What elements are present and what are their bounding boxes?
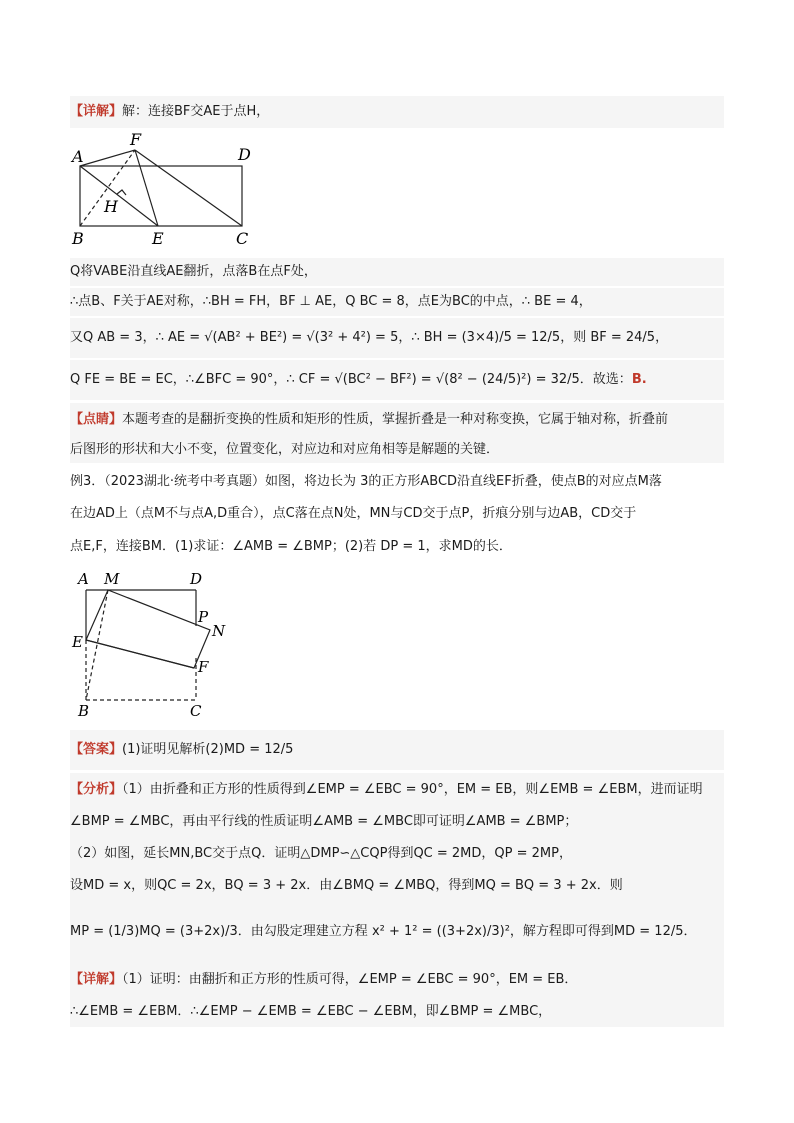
analysis-line-3: （2）如图，延长MN,BC交于点Q．证明△DMP∽△CQP得到QC = 2MD，QP = 2MP， bbox=[70, 846, 572, 861]
choice-answer: B. bbox=[631, 372, 647, 387]
comment-line-1 bbox=[70, 410, 724, 430]
example3-line-2: 在边AD上（点M不与点A,D重合），点C落在点N处，MN与CD交于点P，折痕分别与边AB，CD交于 bbox=[70, 506, 637, 521]
comment-line-2: 后图形的形状和大小不变，位置变化，对应边和对应角相等是解题的关键． bbox=[70, 442, 500, 457]
figure-rectangle-fold bbox=[70, 128, 260, 250]
label-C: C bbox=[236, 229, 249, 248]
answer-text: (1)证明见解析(2)MD = 12/5 bbox=[122, 742, 294, 757]
label-N: N bbox=[212, 622, 226, 640]
label-E: E bbox=[72, 633, 83, 651]
comment-text-1: 本题考查的是翻折变换的性质和矩形的性质，掌握折叠是一种对称变换，它属于轴对称，折叠前 bbox=[122, 412, 669, 427]
label-B: B bbox=[72, 229, 84, 248]
step-3: 又Q AB = 3，∴ AE = √(AB² + BE²) = √(3² + 4²) = 5，∴ BH = (3×4)/5 = 12/5，则 BF = 24/5， bbox=[70, 330, 669, 345]
analysis-tag: 【分析】 bbox=[70, 782, 123, 797]
detail2-line-1 bbox=[70, 970, 724, 990]
detail2-tag: 【详解】 bbox=[70, 972, 123, 987]
label-A: A bbox=[72, 147, 84, 166]
label-H: H bbox=[104, 197, 118, 216]
figure-square-fold bbox=[70, 568, 230, 720]
detail-tag: 【详解】 bbox=[70, 104, 123, 119]
analysis-line-1 bbox=[70, 780, 724, 800]
comment-tag: 【点睛】 bbox=[70, 412, 123, 427]
example3-line-1: 例3．（2023湖北·统考中考真题）如图，将边长为 3的正方形ABCD沿直线EF折叠，使点B的对应点M落 bbox=[70, 474, 662, 489]
label-F: F bbox=[198, 658, 209, 676]
example3-line-3: 点E,F，连接BM．(1)求证：∠AMB = ∠BMP；(2)若 DP = 1，求MD的长． bbox=[70, 539, 512, 554]
step-2: ∴点B、F关于AE对称，∴BH = FH，BF ⊥ AE，Q BC = 8，点E为BC的中点，∴ BE = 4， bbox=[70, 294, 592, 309]
label-M: M bbox=[104, 570, 120, 588]
step-1: Q将VABE沿直线AE翻折，点落B在点F处， bbox=[70, 264, 317, 279]
step-4-text: Q FE = BE = EC，∴∠BFC = 90°，∴ CF = √(BC² − BF²) = √(8² − (24/5)²) = 32/5．故选： bbox=[70, 372, 632, 387]
label-A: A bbox=[78, 570, 89, 588]
analysis-text-1: （1）由折叠和正方形的性质得到∠EMP = ∠EBC = 90°，EM = EB，则∠EMB = ∠EBM，进而证明 bbox=[122, 782, 703, 797]
label-F: F bbox=[130, 130, 142, 149]
label-P: P bbox=[198, 608, 209, 626]
answer-line bbox=[70, 740, 724, 760]
step-4 bbox=[70, 370, 724, 390]
detail2-text-1: （1）证明：由翻折和正方形的性质可得，∠EMP = ∠EBC = 90°，EM = EB． bbox=[122, 972, 578, 987]
label-B: B bbox=[78, 702, 90, 720]
analysis-line-4: 设MD = x，则QC = 2x，BQ = 3 + 2x．由∠BMQ = ∠MBQ，得到MQ = BQ = 3 + 2x．则 bbox=[70, 878, 623, 893]
label-D: D bbox=[190, 570, 203, 588]
detail2-line-2: ∴∠EMB = ∠EBM．∴∠EMP − ∠EMB = ∠EBC − ∠EBM，即∠BMP = ∠MBC， bbox=[70, 1004, 552, 1019]
detail-heading bbox=[70, 102, 724, 122]
label-C: C bbox=[190, 702, 202, 720]
label-E: E bbox=[152, 229, 164, 248]
analysis-line-2: ∠BMP = ∠MBC，再由平行线的性质证明∠AMB = ∠MBC即可证明∠AMB = ∠BMP； bbox=[70, 814, 578, 829]
label-D: D bbox=[238, 145, 251, 164]
detail-text: 解：连接BF交AE于点H， bbox=[122, 104, 270, 119]
answer-tag: 【答案】 bbox=[70, 742, 123, 757]
analysis-line-5: MP = (1/3)MQ = (3+2x)/3．由勾股定理建立方程 x² + 1² = ((3+2x)/3)²，解方程即可得到MD = 12/5． bbox=[70, 924, 697, 939]
